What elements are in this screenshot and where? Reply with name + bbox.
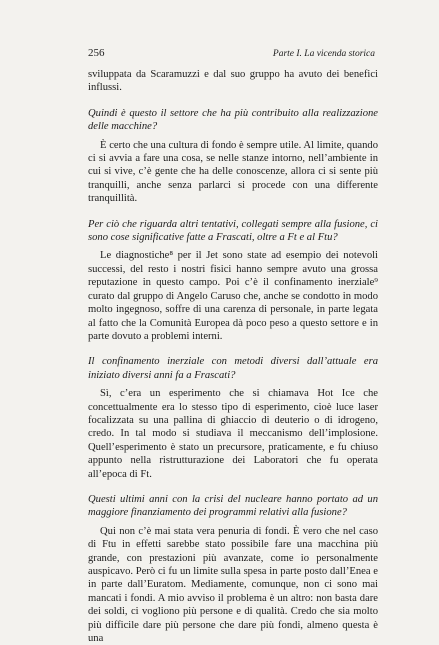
answer-paragraph: sviluppata da Scaramuzzi e dal suo gruppo ha avuto dei benefici influssi.	[88, 69, 378, 94]
question-paragraph: Il confinamento inerziale con metodi diversi dall’attuale era iniziato diversi anni fa a Frascati?	[88, 356, 378, 381]
page-number: 256	[88, 47, 105, 59]
question-paragraph: Questi ultimi anni con la crisi del nucleare hanno portato ad un maggiore finanziamento dei programmi relativi alla fusione?	[88, 493, 378, 519]
question-paragraph: Per ciò che riguarda altri tentativi, collegati sempre alla fusione, ci sono cose significative fatte a Frascati, oltre a Ft e al Ftu?	[88, 218, 378, 244]
page-body	[88, 68, 378, 645]
question-paragraph: Quindi è questo il settore che ha più contribuito alla realizzazione delle macchine?	[88, 107, 378, 133]
page-header	[88, 47, 375, 59]
answer-paragraph: Le diagnostiche⁸ per il Jet sono state ad esempio dei notevoli successi, del resto i nostri fisici hanno sempre avuto una grossa reputazione in questo campo. Poi c’è il confinamento inerziale⁹ curato dal gruppo di Angelo Caruso che, anche se condotto in modo molto ingegnoso, soffre di una carenza di personale, in parte legata al fatto che la Comunità Europea dà poco peso a questo settore e in parte dovuto a problemi interni.	[88, 250, 378, 342]
answer-paragraph: Sì, c’era un esperimento che si chiamava Hot Ice che concettualmente era lo stesso tipo di esperimento, cioè luce laser focalizzata su una pallina di ghiaccio di deuterio o di idrogeno, credo. In tal modo si studiava il meccanismo dell’implosione. Quell’esperimento è stato un precursore, praticamente, e fu chiuso appunto nella ristrutturazione dei Laboratori che fu operata all’epoca di Ft.	[88, 388, 378, 480]
answer-paragraph: È certo che una cultura di fondo è sempre utile. Al limite, quando ci si avvia a fare una cosa, se nelle stanze intorno, nell’ambiente in cui si vive, c’è gente che ha delle conoscenze, allora ci si sente più tranquilli, anche senza parlarci si procede con una differente tranquillità.	[88, 139, 378, 205]
answer-paragraph: Qui non c’è mai stata vera penuria di fondi. È vero che nel caso di Ftu in effetti sarebbe stato possibile fare una macchina più grande, con prestazioni più avanzate, come io personalmente auspicavo. Però ci fu un limite sulla spesa in parte posto dall’Enea e in parte dall’Euratom. Mediamente, comunque, non ci sono mai mancati i fondi. A mio avviso il problema è un altro: non basta dare dei soldi, ci vogliono più persone e di qualità. Credo che sia molto più difficile dare più persone che dare più fondi, almeno questa è una	[88, 525, 378, 645]
running-title: Parte I. La vicenda storica	[272, 49, 375, 59]
